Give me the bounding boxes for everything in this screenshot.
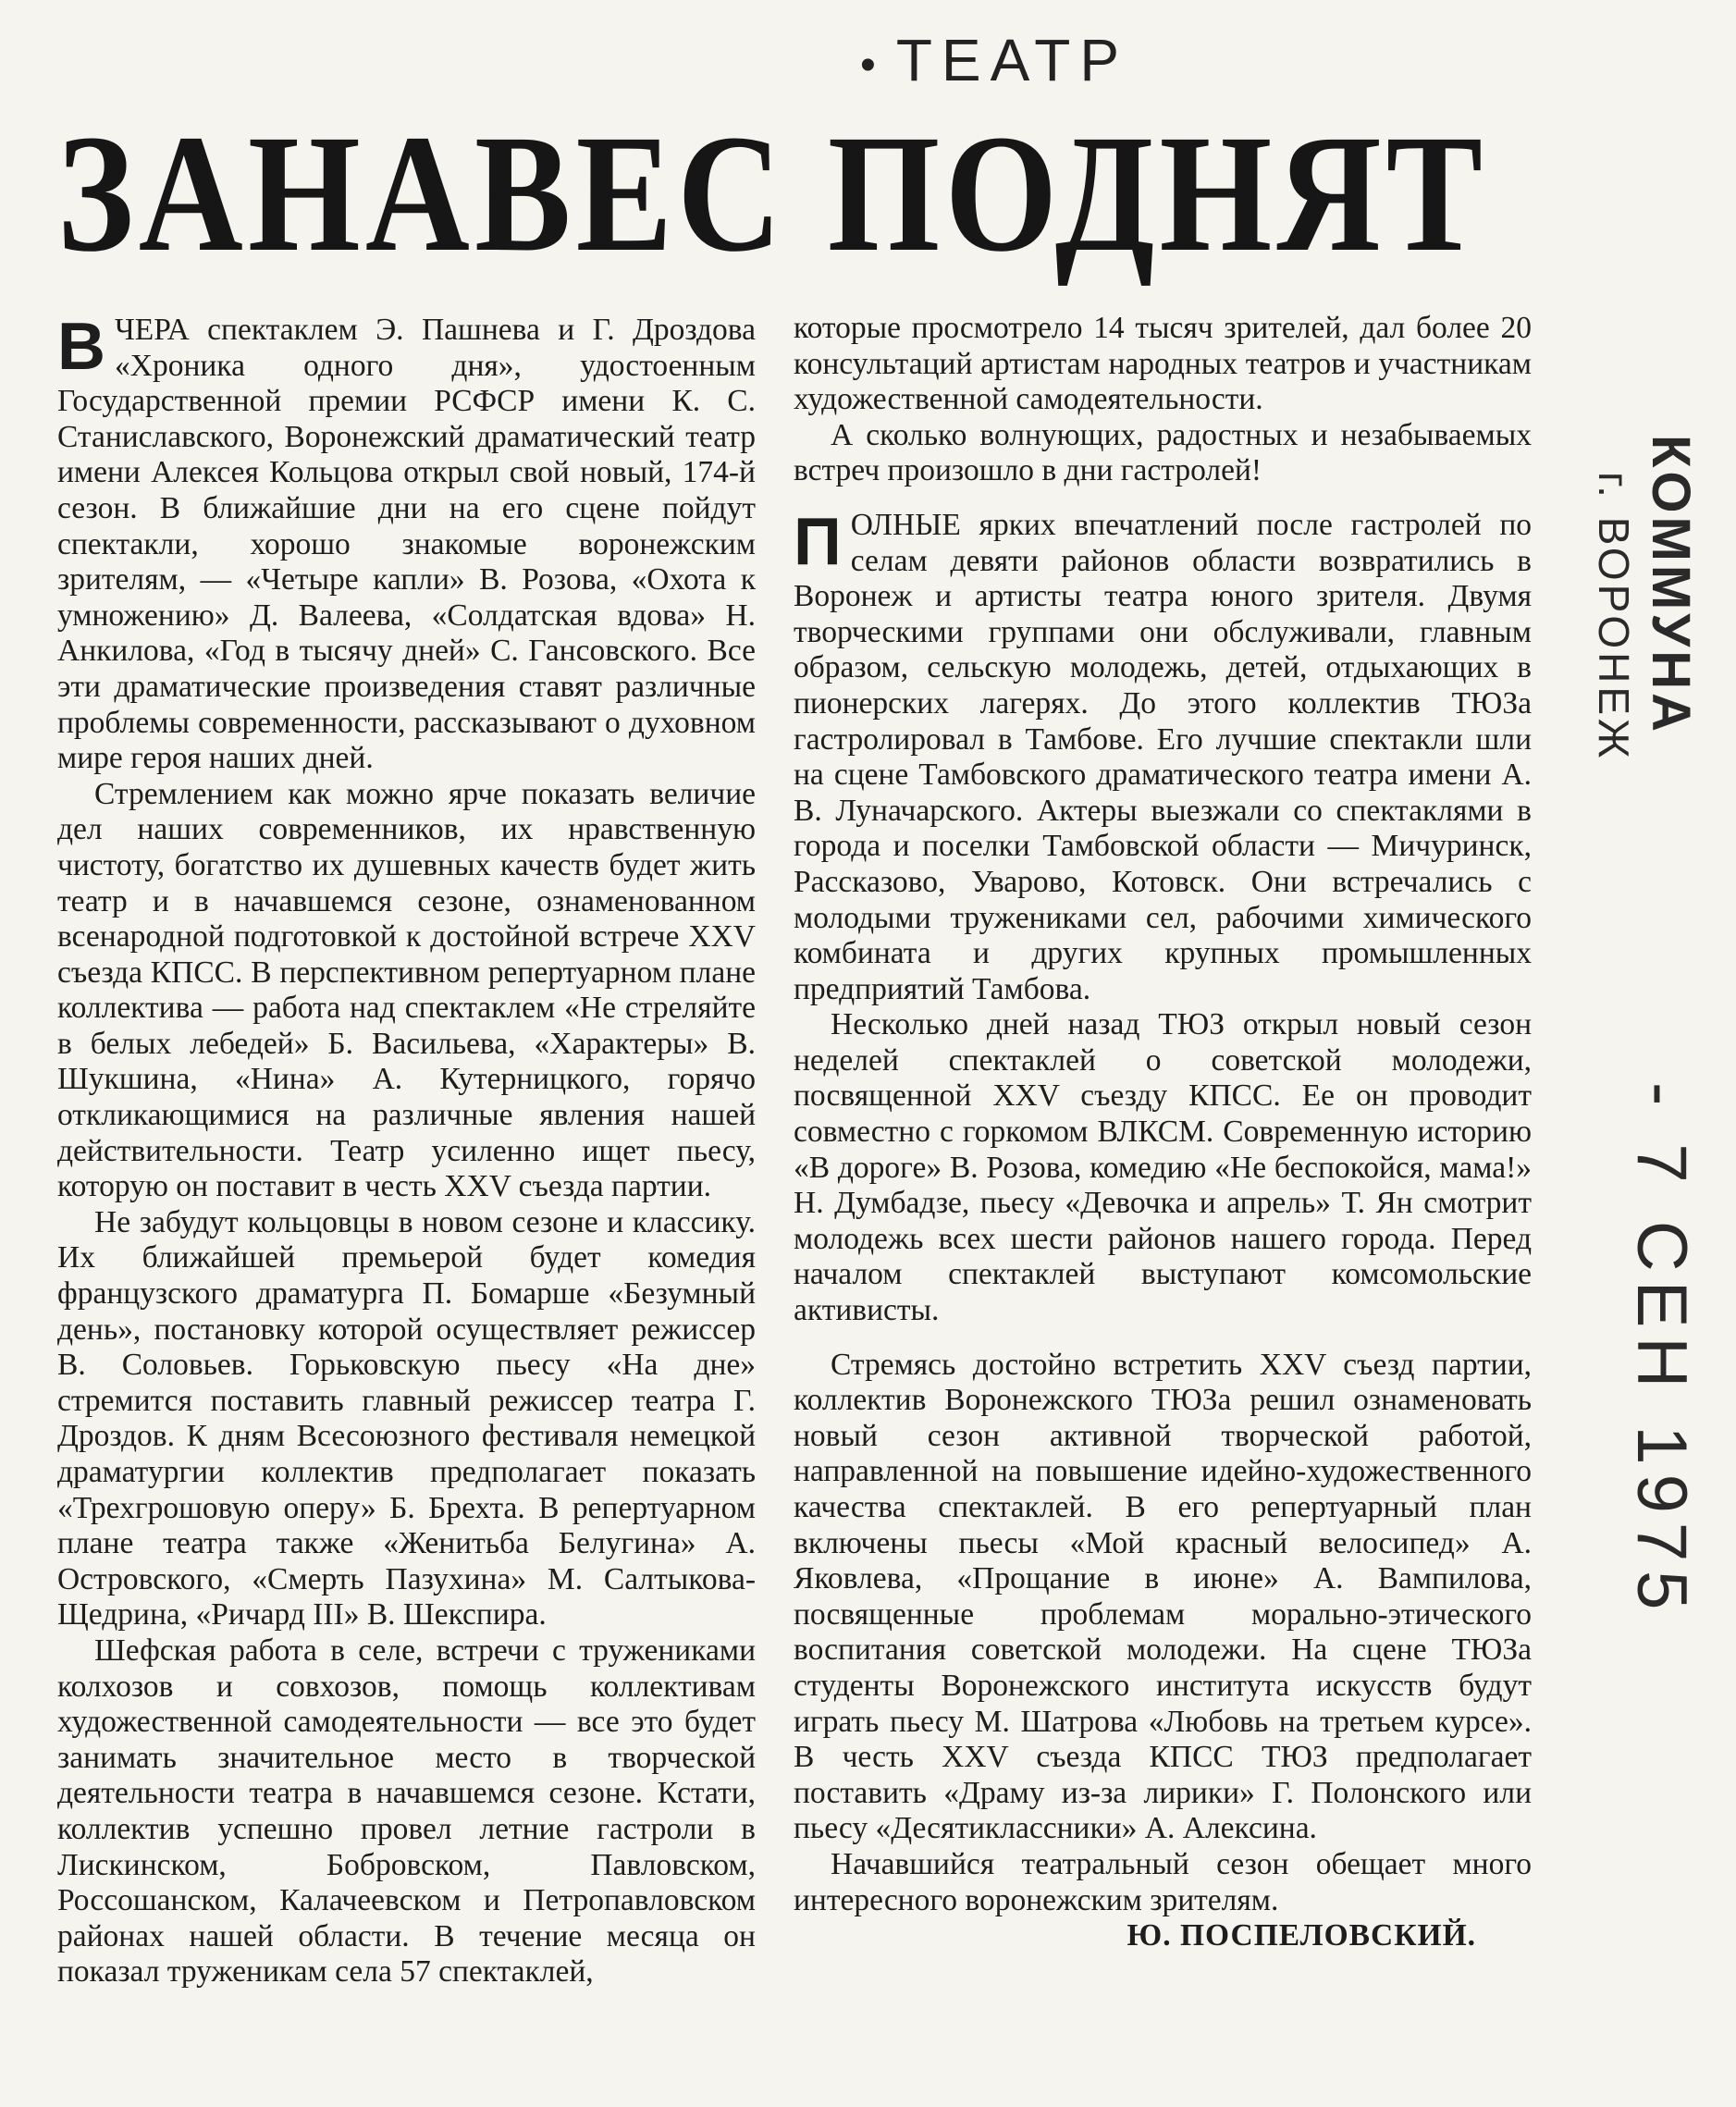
paragraph: ПОЛНЫЕ ярких впечатлений после гастролей по селам девяти районов области возвратились в Воронеж и артисты театра юного зрителя. Двумя творческими группами они обслуживали, главным образом, сельскую молодежь, детей, отдыхающих в пионерских лагерях. До этого коллектив ТЮЗа гастролировал в Тамбове. Его лучшие спектакли шли на сцене Тамбовского драматического театра имени А. В. Луначарского. Актеры выезжали со спектаклями в города и поселки Тамбовской области — Мичуринск, Рассказово, Уварово, Котовск. Они встречались с молодыми тружениками сел, рабочими химического комбината и других крупных промышленных предприятий Тамбова. (794, 504, 1532, 1006)
paragraph: Стремлением как можно ярче показать величие дел наших современников, их нравственную чистоту, богатство их душевных качеств будет жить театр и в начавшемся сезоне, ознаменованном всенародной подготовкой к достойной встрече XXV съезда КПСС. В перспективном репертуарном плане коллектива — работа над спектаклем «Не стреляйте в белых лебедей» Б. Васильева, «Характеры» В. Шукшина, «Нина» А. Кутерницкого, горячо откликающимися на различные явления нашей действительности. Театр усиленно ищет пьесу, которую он поставит в честь XXV съезда партии. (57, 776, 756, 1204)
paragraph: Стремясь достойно встретить XXV съезд партии, коллектив Воронежского ТЮЗа решил ознаменовать новый сезон активной творческой работой, направленной на повышение идейно-художественного качества спектаклей. В его репертуарный план включены пьесы «Мой красный велосипед» А. Яковлева, «Прощание в июне» А. Вампилова, посвященные проблемам морально-этического воспитания советской молодежи. На сцене ТЮЗа студенты Воронежского института искусств будут играть пьесу М. Шатрова «Любовь на третьем курсе». В честь XXV съезда КПСС ТЮЗ предполагает поставить «Драму из-за лирики» Г. Полонского или пьесу «Десятиклассники» А. Алексина. (794, 1347, 1532, 1846)
drop-cap: П (794, 504, 842, 579)
paragraph: ВЧЕРА спектаклем Э. Пашнева и Г. Дроздова «Хроника одного дня», удостоенным Государственной премии РСФСР имени К. С. Станиславского, Воронежский драматический театр имени Алексея Кольцова открыл свой новый, 174-й сезон. В ближайшие дни на его сцене пойдут спектакли, хорошо знакомые воронежским зрителям, — «Четыре капли» В. Розова, «Охота к умножению» Д. Валеева, «Солдатская вдова» Н. Анкилова, «Год в тысячу дней» С. Гансовского. Все эти драматические произведения ставят различные проблемы современности, рассказывают о духовном мире героя наших дней. (57, 310, 756, 776)
archive-stamp (1545, 435, 1702, 1730)
paragraph: Шефская работа в селе, встречи с тружениками колхозов и совхозов, помощь коллективам художественной самодеятельности — все это будет занимать значительное место в творческой деятельности театра в начавшемся сезоне. Кстати, коллектив успешно провел летние гастроли в Лискинском, Бобровском, Павловском, Россошанском, Калачеевском и Петропавловском районах нашей области. В течение месяца он показал труженикам села 57 спектаклей, (57, 1633, 756, 1990)
article-column-left (57, 310, 756, 1990)
paragraph: Не забудут кольцовцы в новом сезоне и классику. Их ближайшей премьерой будет комедия французского драматурга П. Бомарше «Безумный день», постановку которой осуществляет режиссер В. Соловьев. Горьковскую пьесу «На дне» стремится поставить главный режиссер театра Г. Дроздов. К дням Всесоюзного фестиваля немецкой драматургии коллектив предполагает показать «Трехгрошовую оперу» Б. Брехта. В репертуарном плане театра также «Женитьба Белугина» А. Островского, «Смерть Пазухина» М. Салтыкова-Щедрина, «Ричард III» В. Шекспира. (57, 1204, 756, 1633)
stamp-date: - 7 СЕН 1975 (1622, 1082, 1701, 1620)
article-column-right (794, 311, 1532, 1954)
drop-cap: В (57, 310, 105, 384)
author-signature: Ю. ПОСПЕЛОВСКИЙ. (1127, 1918, 1476, 1953)
paragraph: Начавшийся театральный сезон обещает много интересного воронежским зрителям. (794, 1846, 1532, 1917)
stamp-city: г. ВОРОНЕЖ (1590, 472, 1638, 762)
stamp-newspaper-name: КОММУНА (1641, 435, 1701, 735)
rubric-label: ТЕАТР (895, 27, 1129, 93)
paragraph: А сколько волнующих, радостных и незабываемых встреч произошло в дни гастролей! (794, 417, 1532, 488)
paragraph: которые просмотрело 14 тысяч зрителей, дал более 20 консультаций артистам народных театров и участникам художественной самодеятельности. (794, 311, 1532, 417)
section-rubric (860, 26, 1128, 94)
rubric-bullet: • (860, 40, 885, 90)
paragraph: Несколько дней назад ТЮЗ открыл новый сезон неделей спектаклей о советской молодежи, посвященной XXV съезду КПСС. Ее он проводит совместно с горкомом ВЛКСМ. Современную историю «В дороге» В. Розова, комедию «Не беспокойся, мама!» Н. Думбадзе, пьесу «Девочка и апрель» Т. Ян смотрит молодежь всех шести районов нашего города. Перед началом спектаклей выступают комсомольские активисты. (794, 1007, 1532, 1328)
headline: ЗАНАВЕС ПОДНЯТ (57, 101, 1488, 287)
